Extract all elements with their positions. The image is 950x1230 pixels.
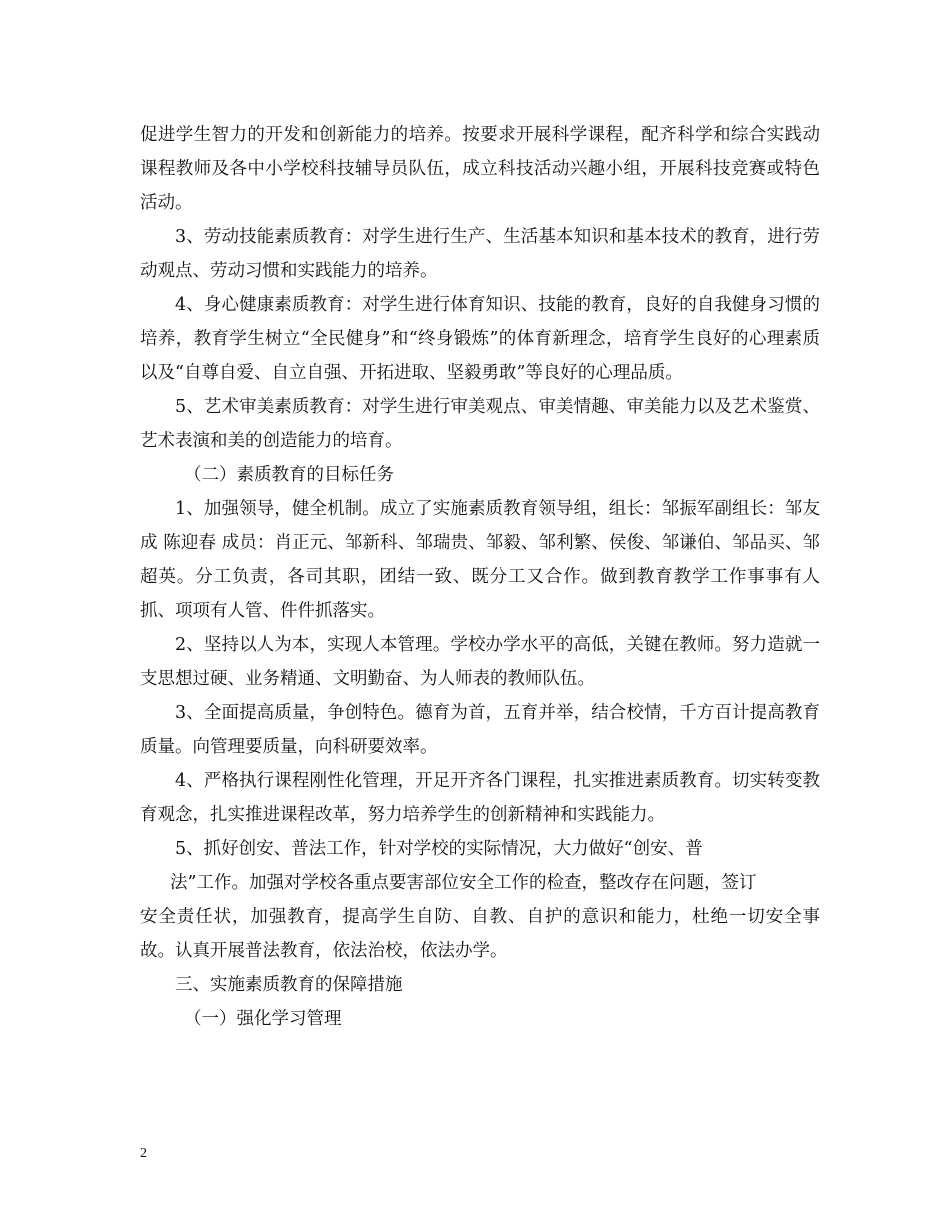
- page-number: 2: [140, 1146, 147, 1161]
- heading-study-management: （一）强化学习管理: [184, 1009, 342, 1029]
- paragraph-science-education: 促进学生智力的开发和创新能力的培养。按要求开展科学课程，配齐科学和综合实践动课程教师及各中小学校科技辅导员队伍，成立科技活动兴趣小组，开展科技竞赛或特色活动。: [140, 125, 820, 213]
- paragraph-safety-line1: 5、抓好创安、普法工作，针对学校的实际情况，大力做好“创安、普: [175, 839, 703, 859]
- paragraph-art-aesthetics: 5、艺术审美素质教育：对学生进行审美观点、审美情趣、审美能力以及艺术鉴赏、艺术表演和美的创造能力的培育。: [140, 397, 820, 451]
- paragraph-people-oriented: 2、坚持以人为本，实现人本管理。学校办学水平的高低，关键在教师。努力造就一支思想过硬、业务精通、文明勤奋、为人师表的教师队伍。: [140, 635, 820, 689]
- paragraph-curriculum: 4、严格执行课程刚性化管理，开足开齐各门课程，扎实推进素质教育。切实转变教育观念，扎实推进课程改革，努力培养学生的创新精神和实践能力。: [140, 771, 820, 825]
- heading-goals-tasks: （二）素质教育的目标任务: [184, 465, 394, 485]
- paragraph-physical-mental-health: 4、身心健康素质教育：对学生进行体育知识、技能的教育，良好的自我健身习惯的培养，教育学生树立“全民健身”和“终身锻炼”的体育新理念，培育学生良好的心理素质以及“自尊自爱、自立自强、开拓进取、坚毅勇敢”等良好的心理品质。: [140, 295, 820, 383]
- paragraph-leadership: 1、加强领导，健全机制。成立了实施素质教育领导组，组长：邹振军副组长：邹友成 陈迎春 成员：肖正元、邹新科、邹瑞贵、邹毅、邹利繁、侯俊、邹谦伯、邹品买、邹超英。分工负责，各司其职，团结一致、既分工又合作。做到教育教学工作事事有人抓、项项有人管、件件抓落实。: [140, 499, 820, 621]
- paragraph-quality: 3、全面提高质量，争创特色。德育为首，五育并举，结合校情，千方百计提高教育质量。向管理要质量，向科研要效率。: [140, 703, 820, 757]
- document-body: [140, 118, 820, 1036]
- heading-safeguard-measures: 三、实施素质教育的保障措施: [175, 975, 403, 995]
- paragraph-safety-rest: 安全责任状，加强教育，提高学生自防、自教、自护的意识和能力，杜绝一切安全事故。认真开展普法教育，依法治校，依法办学。: [140, 907, 820, 961]
- paragraph-safety-line2: 法”工作。加强对学校各重点要害部位安全工作的检查，整改存在问题，签订: [170, 873, 757, 893]
- paragraph-labor-skills: 3、劳动技能素质教育：对学生进行生产、生活基本知识和基本技术的教育，进行劳动观点、劳动习惯和实践能力的培养。: [140, 227, 820, 281]
